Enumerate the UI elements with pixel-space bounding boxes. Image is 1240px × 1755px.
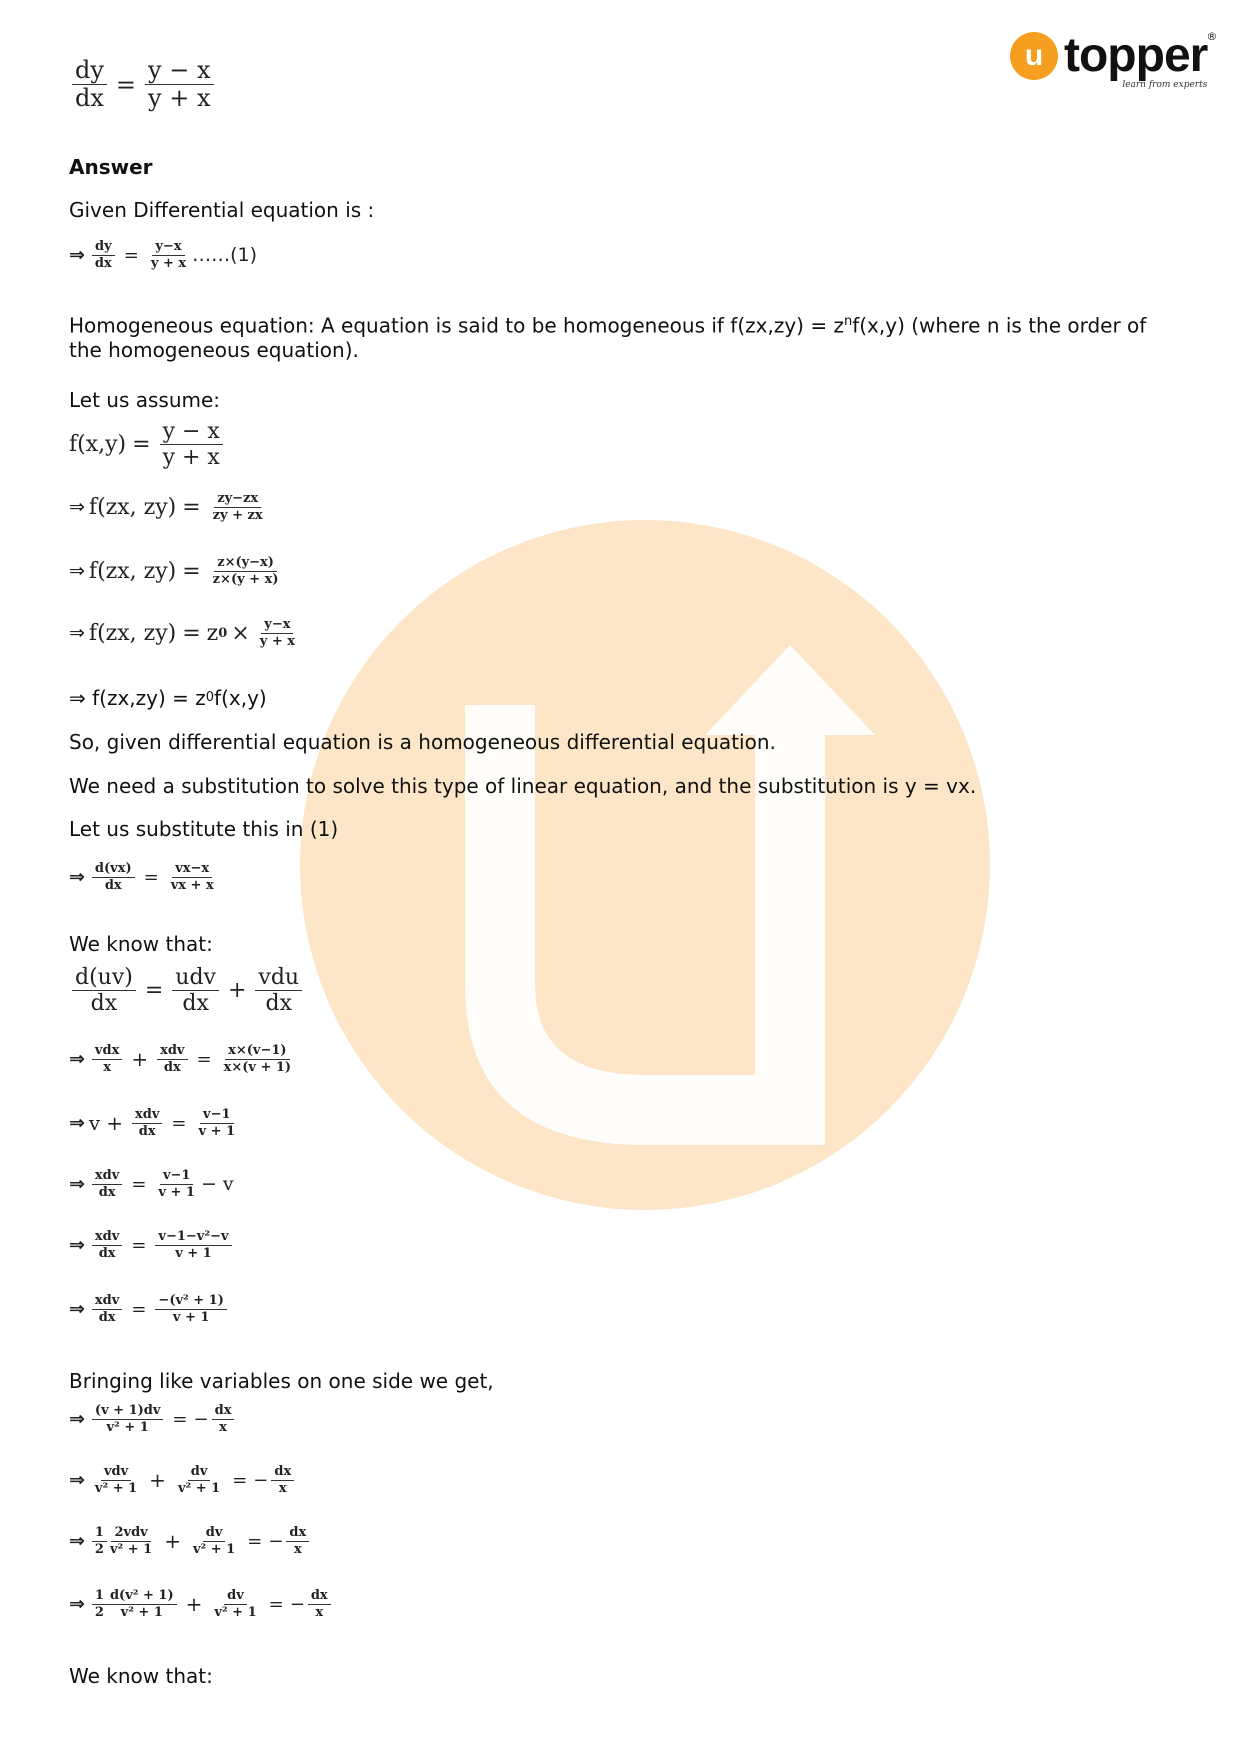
equation-tag: ……(1) bbox=[192, 244, 258, 267]
frac-num: dx bbox=[286, 1526, 309, 1542]
frac-den: dx bbox=[94, 255, 112, 271]
frac-num: v−1−v²−v bbox=[155, 1230, 231, 1246]
frac-num: v−1 bbox=[200, 1108, 234, 1124]
frac-den: dx bbox=[182, 991, 209, 1017]
arrow: ⇒ bbox=[69, 1112, 85, 1135]
answer-heading: Answer bbox=[69, 155, 153, 179]
equals: = bbox=[131, 1234, 147, 1256]
equals: = bbox=[123, 244, 139, 266]
frac-num: udv bbox=[172, 966, 219, 991]
frac-num: dx bbox=[308, 1589, 331, 1605]
sub-step-5 bbox=[69, 1230, 235, 1260]
arrow: ⇒ bbox=[69, 496, 85, 519]
minus: − bbox=[289, 1593, 305, 1615]
substitute-text: Let us substitute this in (1) bbox=[69, 817, 339, 841]
arrow: ⇒ bbox=[69, 1593, 85, 1616]
frac-num: (v + 1)dv bbox=[92, 1404, 164, 1420]
f5-part-a: ⇒ f(zx,zy) = z bbox=[69, 686, 206, 710]
equals: = bbox=[196, 1048, 212, 1070]
equals: = bbox=[247, 1530, 263, 1552]
frac-den: x bbox=[315, 1604, 324, 1620]
def-sup: n bbox=[843, 314, 853, 329]
need-text: We need a substitution to solve this type of linear equation, and the substitution is y = vx. bbox=[69, 774, 977, 798]
z: z bbox=[206, 620, 219, 646]
equals: = bbox=[182, 558, 201, 584]
minus: − bbox=[253, 1469, 269, 1491]
arrow: ⇒ bbox=[69, 1173, 85, 1196]
frac-num: xdv bbox=[92, 1294, 122, 1310]
equals: = bbox=[144, 978, 164, 1004]
sub-step-4 bbox=[69, 1169, 234, 1199]
so-text: So, given differential equation is a homogeneous differential equation. bbox=[69, 730, 776, 754]
frac-den: dx bbox=[265, 991, 293, 1017]
frac-den: v + 1 bbox=[158, 1184, 195, 1200]
arrow: ⇒ bbox=[69, 866, 85, 889]
frac-den: dx bbox=[104, 877, 122, 893]
frac-den: y + x bbox=[150, 255, 187, 271]
frac-den: x bbox=[278, 1480, 287, 1496]
frac-num: −(v² + 1) bbox=[155, 1294, 226, 1310]
sep-step-3 bbox=[69, 1526, 312, 1556]
arrow: ⇒ bbox=[69, 1048, 85, 1071]
equals: = bbox=[182, 620, 201, 646]
def-part-a: Homogeneous equation: A equation is said to be homogeneous if f(zx,zy) = z bbox=[69, 313, 844, 338]
f5-part-b: f(x,y) bbox=[214, 686, 267, 710]
frac-num: d(v² + 1) bbox=[107, 1589, 177, 1605]
frac-num: xdv bbox=[157, 1044, 187, 1060]
arrow: ⇒ bbox=[69, 1408, 85, 1431]
bringing-text: Bringing like variables on one side we get, bbox=[69, 1369, 494, 1393]
equation-1 bbox=[69, 240, 257, 270]
frac-den: x bbox=[103, 1059, 111, 1075]
brand-logo bbox=[1010, 29, 1218, 90]
logo-tagline: learn from experts bbox=[1122, 80, 1208, 90]
arrow: ⇒ bbox=[69, 1234, 85, 1257]
f-step-4 bbox=[69, 618, 301, 648]
frac-num: v−1 bbox=[160, 1169, 194, 1185]
frac-den: dx bbox=[90, 991, 118, 1017]
frac-den: 2 bbox=[94, 1604, 104, 1620]
frac-den: x bbox=[293, 1541, 302, 1557]
frac-den: dx bbox=[98, 1245, 116, 1261]
frac-num: 2vdv bbox=[111, 1526, 150, 1542]
def-part-b: f(x,y) (where n is the order of the homogeneous equation). bbox=[69, 313, 1147, 362]
q-lhs-num: dy bbox=[72, 58, 107, 85]
equals: = bbox=[268, 1593, 284, 1615]
frac-den: dx bbox=[138, 1123, 156, 1139]
frac-den: y + x bbox=[162, 445, 220, 471]
z-sup: 0 bbox=[218, 626, 228, 641]
arrow: ⇒ bbox=[69, 244, 85, 267]
frac-num: dx bbox=[212, 1404, 235, 1420]
frac-num: d(vx) bbox=[92, 862, 135, 878]
frac-num: dy bbox=[92, 240, 115, 256]
homogeneous-definition bbox=[69, 310, 1169, 362]
equals: = bbox=[132, 432, 151, 458]
f-lhs: f(x,y) bbox=[69, 432, 127, 458]
given-text: Given Differential equation is : bbox=[69, 198, 375, 222]
frac-num: 1 bbox=[92, 1526, 107, 1542]
f-step-2 bbox=[69, 492, 269, 522]
logo-wordmark: topper bbox=[1064, 29, 1208, 82]
frac-num: vx−x bbox=[172, 862, 212, 878]
frac-den: 2 bbox=[94, 1541, 104, 1557]
arrow: ⇒ bbox=[69, 1530, 85, 1553]
plus: + bbox=[106, 1111, 123, 1136]
frac-den: x×(v + 1) bbox=[223, 1059, 292, 1075]
frac-den: vx + x bbox=[170, 877, 214, 893]
frac-den: z×(y + x) bbox=[212, 571, 279, 587]
frac-den: dx bbox=[98, 1184, 116, 1200]
frac-num: xdv bbox=[132, 1108, 162, 1124]
times: × bbox=[231, 620, 250, 646]
plus: + bbox=[149, 1468, 166, 1493]
frac-den: v + 1 bbox=[198, 1123, 236, 1139]
equals: = bbox=[131, 1173, 147, 1195]
arrow: ⇒ bbox=[69, 560, 85, 583]
frac-den: x bbox=[219, 1419, 227, 1435]
frac-den: dx bbox=[163, 1059, 181, 1075]
frac-den: zy + zx bbox=[212, 507, 263, 523]
know-text-2: We know that: bbox=[69, 1664, 213, 1688]
frac-num: dv bbox=[224, 1589, 247, 1605]
f-lhs: f(zx, zy) bbox=[88, 494, 177, 520]
q-rhs-num: y − x bbox=[145, 58, 213, 85]
arrow: ⇒ bbox=[69, 1298, 85, 1321]
sep-step-4 bbox=[69, 1589, 334, 1619]
know-text-1: We know that: bbox=[69, 932, 213, 956]
arrow: ⇒ bbox=[69, 1469, 85, 1492]
f-step-3 bbox=[69, 556, 285, 586]
minus: − bbox=[268, 1530, 284, 1552]
frac-den: v + 1 bbox=[175, 1245, 212, 1261]
frac-num: dv bbox=[188, 1465, 211, 1481]
arrow: ⇒ bbox=[69, 622, 85, 645]
equals: = bbox=[131, 1298, 147, 1320]
sub-step-3 bbox=[69, 1108, 241, 1138]
frac-den: v² + 1 bbox=[106, 1419, 149, 1435]
f-definition bbox=[69, 420, 226, 469]
registered-mark: ® bbox=[1206, 30, 1218, 43]
frac-num: dv bbox=[203, 1526, 226, 1542]
equals: = bbox=[232, 1469, 248, 1491]
sub-step-2 bbox=[69, 1044, 297, 1074]
assume-text: Let us assume: bbox=[69, 388, 221, 412]
frac-num: y−x bbox=[152, 240, 184, 256]
frac-den: v² + 1 bbox=[109, 1541, 153, 1557]
frac-num: z×(y−x) bbox=[214, 556, 277, 572]
frac-num: dx bbox=[271, 1465, 294, 1481]
q-rhs-den: y + x bbox=[148, 84, 211, 113]
frac-num: vdx bbox=[92, 1044, 122, 1060]
f5-sup: 0 bbox=[205, 690, 215, 705]
sep-step-2 bbox=[69, 1465, 297, 1495]
frac-num: xdv bbox=[92, 1230, 122, 1246]
equals: = bbox=[172, 1408, 188, 1430]
frac-den: v² + 1 bbox=[94, 1480, 138, 1496]
logo-u-icon: u bbox=[1010, 32, 1058, 80]
plus: + bbox=[164, 1529, 181, 1554]
plus: + bbox=[131, 1047, 149, 1072]
minus: − bbox=[193, 1408, 209, 1430]
frac-num: d(uv) bbox=[72, 966, 136, 991]
minus-v: − v bbox=[200, 1173, 234, 1196]
sep-step-1 bbox=[69, 1404, 237, 1434]
equals: = bbox=[143, 866, 159, 888]
frac-den: v² + 1 bbox=[177, 1480, 221, 1496]
frac-num: y−x bbox=[261, 618, 293, 634]
product-rule bbox=[69, 966, 305, 1015]
watermark-logo bbox=[300, 520, 990, 1210]
frac-den: dx bbox=[98, 1309, 116, 1325]
sub-step-1 bbox=[69, 862, 220, 892]
frac-num: 1 bbox=[92, 1589, 107, 1605]
frac-num: xdv bbox=[92, 1169, 122, 1185]
frac-den: y + x bbox=[259, 633, 295, 649]
frac-den: v + 1 bbox=[172, 1309, 210, 1325]
plus: + bbox=[185, 1592, 203, 1617]
frac-num: y − x bbox=[160, 420, 223, 445]
frac-den: v² + 1 bbox=[120, 1604, 163, 1620]
frac-num: x×(v−1) bbox=[225, 1044, 289, 1060]
frac-den: v² + 1 bbox=[192, 1541, 236, 1557]
f-lhs: f(zx, zy) bbox=[88, 620, 177, 646]
v: v bbox=[88, 1111, 101, 1136]
q-lhs-den: dx bbox=[75, 84, 104, 113]
plus: + bbox=[227, 978, 247, 1004]
equals: = bbox=[171, 1112, 187, 1134]
f-step-5 bbox=[69, 686, 267, 710]
f-lhs: f(zx, zy) bbox=[88, 558, 177, 584]
frac-num: vdu bbox=[255, 966, 302, 991]
frac-num: zy−zx bbox=[214, 492, 261, 508]
frac-num: vdv bbox=[101, 1465, 131, 1481]
frac-den: v² + 1 bbox=[214, 1604, 257, 1620]
sub-step-6 bbox=[69, 1294, 230, 1324]
equals: = bbox=[182, 494, 201, 520]
question-equation bbox=[69, 58, 217, 111]
q-eq: = bbox=[115, 70, 137, 99]
